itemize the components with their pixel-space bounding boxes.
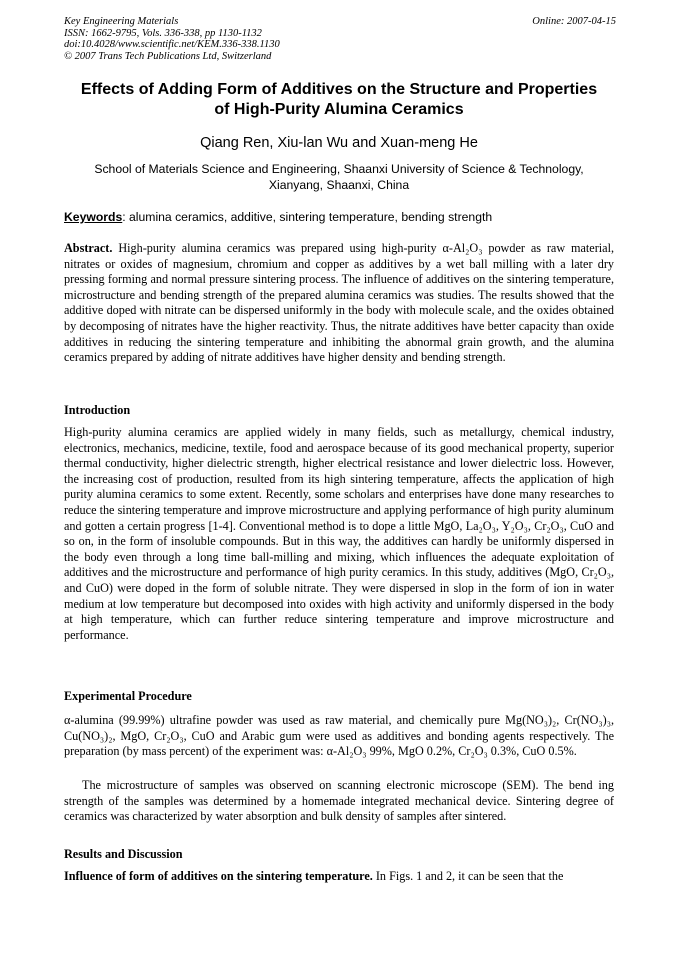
title-line-2: of High-Purity Alumina Ceramics [214,101,464,118]
introduction-heading: Introduction [64,403,131,417]
keywords-label: Keywords [64,210,123,224]
authors: Qiang Ren, Xiu-lan Wu and Xuan-meng He [200,135,478,151]
experimental-paragraph-2: The microstructure of samples was observed on scanning electronic microscope (SEM). The bend ing strength of the samples was determined by a homemade integrated mechanical device. Sintering degree of ceramics was characterized by water absorption and bulk density of samples after sintered. [64,778,614,824]
keywords-text: : alumina ceramics, additive, sintering temperature, bending strength [122,210,493,224]
keywords [64,210,616,224]
abstract-label: Abstract. [64,241,113,255]
results-heading: Results and Discussion [64,847,183,861]
affiliation [64,161,614,193]
journal-header [64,16,616,62]
abstract [64,241,614,366]
abstract-text: High-purity alumina ceramics was prepared using high-purity α-Al₂O₃ powder as raw material, nitrates or oxides of magnesium, chromium and copper as additives by a wet ball milling with a later dry pressing forming and normal pressure sintering process. The influence of additives on the sintering temperature, microstructure and bending strength of the prepared alumina ceramics was studies. The results showed that the additive doped with nitrate can be dispersed uniformly in the body with molecule scale, and the oxides obtained by decomposing of nitrates have the higher reactivity. Thus, the nitrate additives have better capacity than oxide additives in reducing the sintering temperature and inhibiting the abnormal grain growth, and the alumina ceramics prepared by adding of nitrate additives have higher density and bending strength. [64,241,615,365]
paper-title [50,80,628,120]
results-paragraph [64,869,614,885]
experimental-heading: Experimental Procedure [64,689,192,703]
issn-line: ISSN: 1662-9795, Vols. 336-338, pp 1130-1132 [64,27,262,39]
results-text: In Figs. 1 and 2, it can be seen that the [372,869,564,883]
online-date: Online: 2007-04-15 [532,16,616,27]
title-line-1: Effects of Adding Form of Additives on the Structure and Properties [80,81,598,98]
results-subheading: Influence of form of additives on the sintering temperature. [64,869,373,883]
affiliation-line-2: Xianyang, Shaanxi, China [268,178,410,192]
journal-name: Key Engineering Materials [64,16,179,27]
experimental-paragraph-1: α-alumina (99.99%) ultrafine powder was used as raw material, and chemically pure Mg(NO₃)₂, Cr(NO₃)₃, Cu(NO₃)₂, MgO, Cr₂O₃, CuO and Arabic gum were used as additives and bonding agents respectively. The preparation (by mass percent) of the experiment was: α-Al₂O₃ 99%, MgO 0.2%, Cr₂O₃ 0.3%, CuO 0.5%. [64,713,614,759]
affiliation-line-1: School of Materials Science and Engineering, Shaanxi University of Science & Technology, [94,162,584,176]
introduction-text: High-purity alumina ceramics are applied widely in many fields, such as metallurgy, chemical industry, electronics, mechanics, medicine, textile, food and aerospace because of its good mechanical property, superior thermal conductivity, higher dielectric strength, higher electrical resistance and lower dielectric loss. However, the increasing cost of production, resulted from its high sintering temperature, affects the application of high purity alumina ceramics to some extent. Recently, some scholars and enterprises have done many researches to reduce the sintering temperature and improve microstructure and applying performance of high purity aluminum and gotten a certain progress [1-4]. Conventional method is to dope a little MgO, La₂O₃, Y₂O₃, Cr₂O₃, CuO and so on, in the form of insoluble compounds. But in this way, the additives can hardly be uniformly dispersed in the body even through a long time ball-milling and mixing, which influences the adequate exploitation of additives and the microstructure and performance of high purity ceramics. In this study, additives (MgO, Cr₂O₃, and CuO) were doped in the form of soluble nitrate. They were dispersed in slop in the form of ion in water medium at low temperature but decomposed into oxides with high activity and uniformly dispersed in the body at high temperature, which can further reduce sintering temperature and improve microstructure and performance. [64,425,614,642]
copyright-line: © 2007 Trans Tech Publications Ltd, Switzerland [64,50,272,62]
doi-line: doi:10.4028/www.scientific.net/KEM.336-338.1130 [64,39,280,50]
